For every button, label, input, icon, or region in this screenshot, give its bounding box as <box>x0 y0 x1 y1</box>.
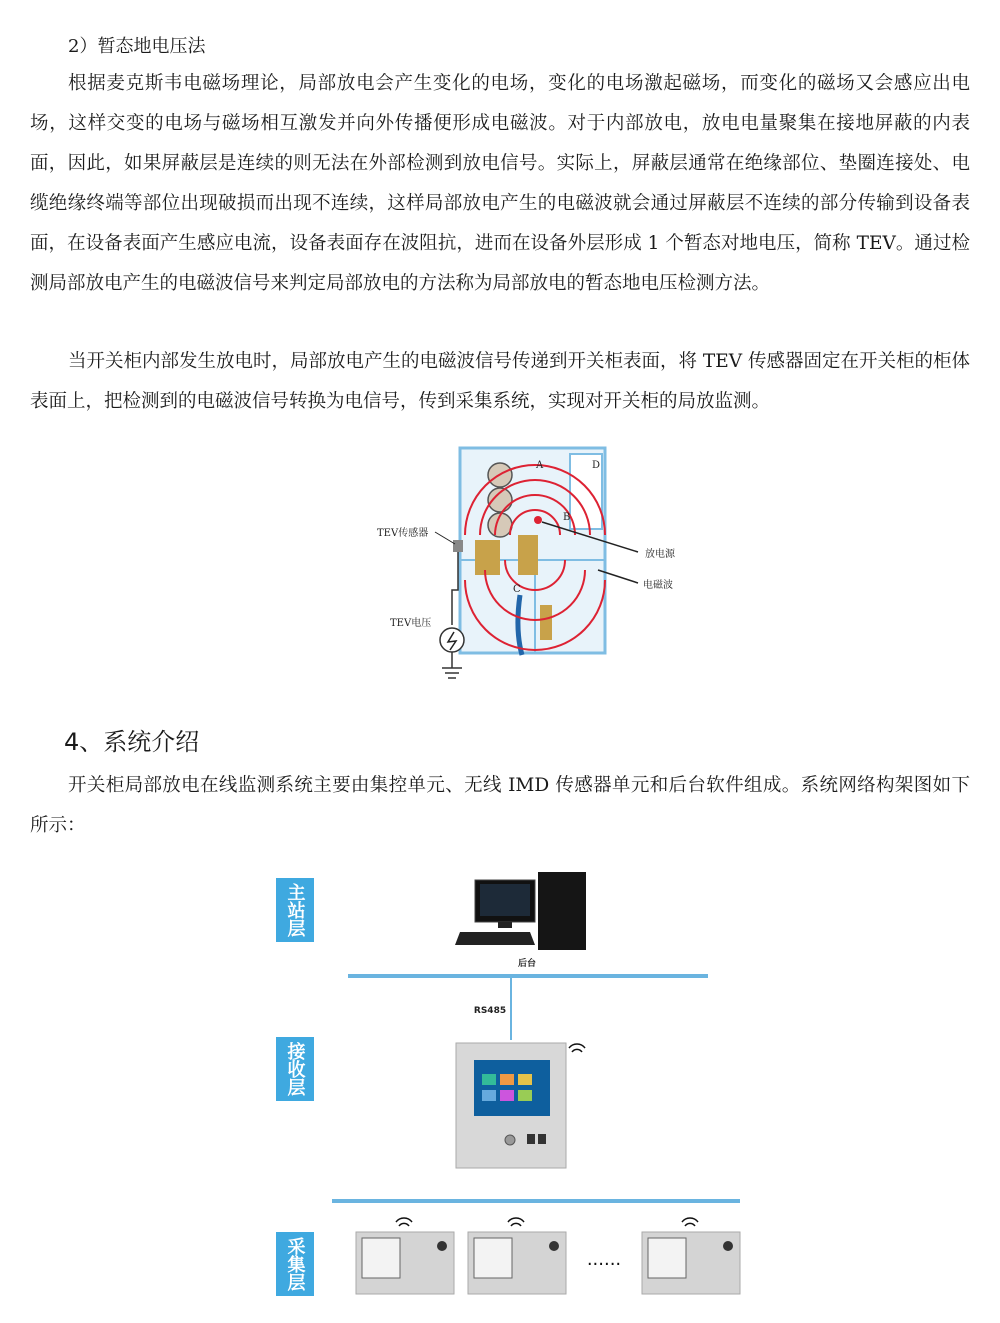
ellipsis-label: ...... <box>586 1249 622 1270</box>
unit-port <box>527 1134 535 1144</box>
tev-sensor-label: TEV传感器 <box>377 528 429 539</box>
layer-collect-label: 采集层 <box>284 1237 306 1291</box>
paragraph-system-intro <box>30 766 970 846</box>
sensor-knob <box>723 1241 733 1251</box>
sensor-window <box>474 1238 512 1278</box>
sensor-unit-2 <box>468 1232 566 1294</box>
system-architecture-diagram <box>270 860 750 1310</box>
layer-receive-label: 接收层 <box>284 1042 306 1096</box>
paragraph-text: 开关柜局部放电在线监测系统主要由集控单元、无线 IMD 传感器单元和后台软件组成。系统网络构架图如下所示： <box>30 775 970 836</box>
paragraph-tev-application <box>30 342 970 422</box>
monitor-screen <box>480 884 530 916</box>
tev-voltage-label: TEV电压 <box>390 618 432 629</box>
breaker-part <box>540 605 552 640</box>
tev-diagram-svg <box>360 420 690 710</box>
wifi-icon <box>569 1044 585 1052</box>
screen-tile <box>482 1090 496 1101</box>
subheading: 2）暂态地电压法 <box>68 36 206 57</box>
sensor-unit-1 <box>356 1232 454 1294</box>
paragraph-tev-theory <box>30 64 970 304</box>
paragraph-text: 根据麦克斯韦电磁场理论，局部放电会产生变化的电场，变化的电场激起磁场，而变化的磁场又会感应出电场，这样交变的电场与磁场相互激发并向外传播便形成电磁波。对于内部放电，放电电量聚集在接地屏蔽的内表面，因此，如果屏蔽层是连续的则无法在外部检测到放电信号。实际上，屏蔽层通常在绝缘部位、垫圈连接处、电缆绝缘终端等部位出现破损而出现不连续，这样局部放电产生的电磁波就会通过屏蔽层不连续的部分传输到设备表面，在设备表面产生感应电流，设备表面存在波阻抗，进而在设备外层形成 1 个暂态对地电压，简称 TEV。通过检测局部放电产生的电磁波信号来判定局部放电的方法称为局部放电的暂态地电压检测方法。 <box>30 73 970 294</box>
sensor-window <box>362 1238 400 1278</box>
breaker-part <box>475 540 500 575</box>
paragraph-text: 当开关柜内部发生放电时，局部放电产生的电磁波信号传递到开关柜表面，将 TEV 传感器固定在开关柜的柜体表面上，把检测到的电磁波信号转换为电信号，传到采集系统，实现对开关柜的局放监测。 <box>30 351 970 412</box>
discharge-source-label: 放电源 <box>645 549 675 560</box>
unit-button <box>505 1135 515 1145</box>
wifi-icon <box>396 1218 698 1226</box>
unit-port <box>538 1134 546 1144</box>
monitor-stand <box>498 922 512 928</box>
sensor-knob <box>549 1241 559 1251</box>
sensor-knob <box>437 1241 447 1251</box>
ground-wire <box>452 552 458 625</box>
compartment-a-label: A <box>536 460 544 471</box>
rs485-label: RS485 <box>473 1006 507 1016</box>
voltage-source-symbol <box>440 628 464 652</box>
keyboard-icon <box>455 932 535 945</box>
screen-tile <box>482 1074 496 1085</box>
sensor-unit-3 <box>642 1232 740 1294</box>
compartment-b-label: B <box>563 512 571 523</box>
screen-tile <box>518 1074 532 1085</box>
section-title: 4、系统介绍 <box>64 728 200 756</box>
backend-label: 后台 <box>517 959 537 969</box>
unit-screen <box>474 1060 550 1116</box>
compartment-c-label: C <box>513 584 521 595</box>
architecture-svg <box>270 860 750 1310</box>
tev-diagram <box>360 420 690 710</box>
layer-master-label: 主站层 <box>284 883 306 937</box>
breaker-part <box>518 535 538 575</box>
screen-tile <box>518 1090 532 1101</box>
central-control-unit <box>456 1043 566 1168</box>
em-wave-label: 电磁波 <box>643 580 673 591</box>
screen-tile <box>500 1090 514 1101</box>
pointer-line <box>435 532 455 544</box>
compartment-d-label: D <box>592 460 601 471</box>
tev-sensor-box <box>453 540 463 552</box>
backend-computer <box>455 872 586 950</box>
discharge-source-dot <box>534 516 542 524</box>
tower-icon <box>538 872 586 950</box>
sensor-window <box>648 1238 686 1278</box>
screen-tile <box>500 1074 514 1085</box>
